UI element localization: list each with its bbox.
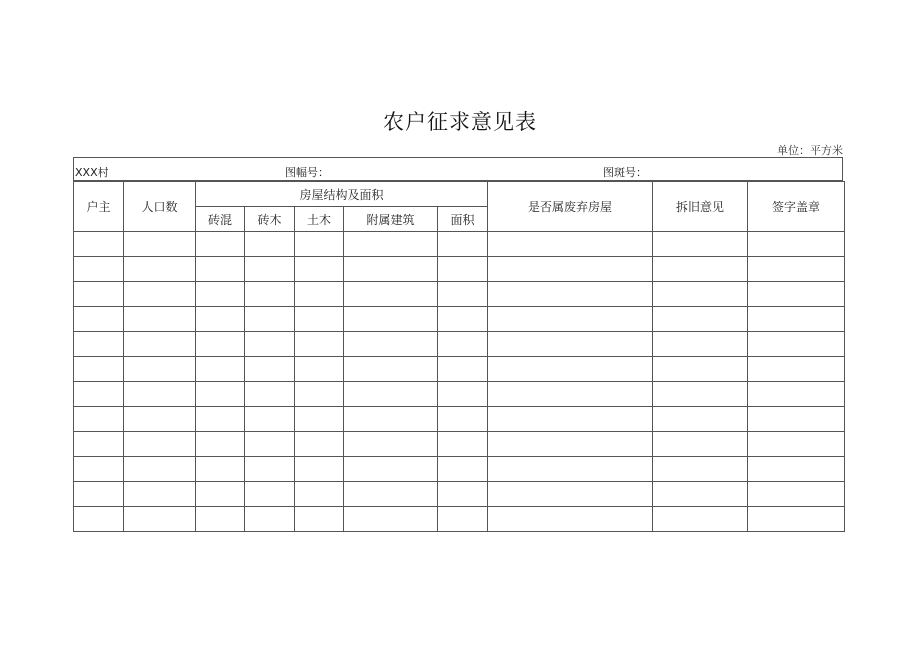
cell-ancillary[interactable] bbox=[344, 282, 438, 307]
cell-brick-wood[interactable] bbox=[245, 407, 295, 432]
cell-ancillary[interactable] bbox=[344, 257, 438, 282]
cell-area[interactable] bbox=[438, 257, 488, 282]
cell-demolition-opinion[interactable] bbox=[653, 282, 748, 307]
table-row bbox=[74, 382, 845, 407]
opinion-table bbox=[73, 181, 845, 532]
cell-brick-concrete[interactable] bbox=[196, 332, 245, 357]
cell-demolition-opinion[interactable] bbox=[653, 407, 748, 432]
cell-brick-concrete[interactable] bbox=[196, 482, 245, 507]
cell-signature-seal[interactable] bbox=[748, 257, 845, 282]
header-brick-wood: 砖木 bbox=[245, 207, 295, 232]
cell-brick-concrete[interactable] bbox=[196, 382, 245, 407]
cell-household-head[interactable] bbox=[74, 407, 124, 432]
cell-brick-wood[interactable] bbox=[245, 257, 295, 282]
header-household-head: 户主 bbox=[74, 182, 124, 232]
cell-earth-wood[interactable] bbox=[295, 482, 344, 507]
cell-brick-wood[interactable] bbox=[245, 482, 295, 507]
cell-ancillary[interactable] bbox=[344, 482, 438, 507]
header-population: 人口数 bbox=[124, 182, 196, 232]
header-earth-wood: 土木 bbox=[295, 207, 344, 232]
cell-household-head[interactable] bbox=[74, 307, 124, 332]
table-row bbox=[74, 332, 845, 357]
table-row bbox=[74, 307, 845, 332]
cell-earth-wood[interactable] bbox=[295, 457, 344, 482]
cell-ancillary[interactable] bbox=[344, 307, 438, 332]
cell-abandoned[interactable] bbox=[488, 457, 653, 482]
cell-ancillary[interactable] bbox=[344, 507, 438, 532]
cell-abandoned[interactable] bbox=[488, 432, 653, 457]
map-number-label: 图幅号： bbox=[285, 166, 329, 179]
cell-demolition-opinion[interactable] bbox=[653, 307, 748, 332]
cell-population[interactable] bbox=[124, 357, 196, 382]
cell-household-head[interactable] bbox=[74, 507, 124, 532]
cell-demolition-opinion[interactable] bbox=[653, 457, 748, 482]
cell-area[interactable] bbox=[438, 382, 488, 407]
cell-earth-wood[interactable] bbox=[295, 232, 344, 257]
cell-brick-wood[interactable] bbox=[245, 282, 295, 307]
header-area: 面积 bbox=[438, 207, 488, 232]
cell-household-head[interactable] bbox=[74, 282, 124, 307]
cell-population[interactable] bbox=[124, 257, 196, 282]
cell-signature-seal[interactable] bbox=[748, 457, 845, 482]
cell-area[interactable] bbox=[438, 457, 488, 482]
cell-area[interactable] bbox=[438, 232, 488, 257]
unit-label: 单位：平方米 bbox=[777, 144, 843, 157]
cell-earth-wood[interactable] bbox=[295, 382, 344, 407]
cell-household-head[interactable] bbox=[74, 332, 124, 357]
info-row bbox=[73, 157, 843, 181]
cell-brick-wood[interactable] bbox=[245, 332, 295, 357]
cell-ancillary[interactable] bbox=[344, 432, 438, 457]
cell-household-head[interactable] bbox=[74, 257, 124, 282]
cell-brick-wood[interactable] bbox=[245, 432, 295, 457]
spot-number-label: 图斑号： bbox=[603, 166, 647, 179]
cell-ancillary[interactable] bbox=[344, 232, 438, 257]
cell-abandoned[interactable] bbox=[488, 332, 653, 357]
page-title: 农户征求意见表 bbox=[383, 110, 537, 134]
cell-demolition-opinion[interactable] bbox=[653, 432, 748, 457]
cell-brick-concrete[interactable] bbox=[196, 457, 245, 482]
table-row bbox=[74, 507, 845, 532]
cell-population[interactable] bbox=[124, 332, 196, 357]
cell-area[interactable] bbox=[438, 407, 488, 432]
cell-ancillary[interactable] bbox=[344, 357, 438, 382]
cell-brick-wood[interactable] bbox=[245, 232, 295, 257]
header-brick-concrete: 砖混 bbox=[196, 207, 245, 232]
cell-population[interactable] bbox=[124, 307, 196, 332]
header-signature-seal: 签字盖章 bbox=[748, 182, 845, 232]
cell-earth-wood[interactable] bbox=[295, 282, 344, 307]
cell-brick-concrete[interactable] bbox=[196, 407, 245, 432]
cell-household-head[interactable] bbox=[74, 432, 124, 457]
cell-ancillary[interactable] bbox=[344, 457, 438, 482]
cell-abandoned[interactable] bbox=[488, 507, 653, 532]
cell-population[interactable] bbox=[124, 432, 196, 457]
cell-signature-seal[interactable] bbox=[748, 307, 845, 332]
cell-signature-seal[interactable] bbox=[748, 432, 845, 457]
cell-abandoned[interactable] bbox=[488, 307, 653, 332]
header-demolition-opinion: 拆旧意见 bbox=[653, 182, 748, 232]
header-ancillary: 附属建筑 bbox=[344, 207, 438, 232]
cell-ancillary[interactable] bbox=[344, 407, 438, 432]
cell-brick-concrete[interactable] bbox=[196, 507, 245, 532]
table-row bbox=[74, 232, 845, 257]
cell-demolition-opinion[interactable] bbox=[653, 357, 748, 382]
cell-ancillary[interactable] bbox=[344, 332, 438, 357]
cell-signature-seal[interactable] bbox=[748, 382, 845, 407]
cell-household-head[interactable] bbox=[74, 357, 124, 382]
cell-signature-seal[interactable] bbox=[748, 357, 845, 382]
cell-brick-concrete[interactable] bbox=[196, 432, 245, 457]
cell-earth-wood[interactable] bbox=[295, 432, 344, 457]
cell-area[interactable] bbox=[438, 307, 488, 332]
cell-signature-seal[interactable] bbox=[748, 332, 845, 357]
cell-signature-seal[interactable] bbox=[748, 507, 845, 532]
cell-abandoned[interactable] bbox=[488, 482, 653, 507]
cell-earth-wood[interactable] bbox=[295, 407, 344, 432]
cell-demolition-opinion[interactable] bbox=[653, 482, 748, 507]
cell-demolition-opinion[interactable] bbox=[653, 232, 748, 257]
cell-earth-wood[interactable] bbox=[295, 507, 344, 532]
cell-earth-wood[interactable] bbox=[295, 307, 344, 332]
cell-earth-wood[interactable] bbox=[295, 357, 344, 382]
cell-demolition-opinion[interactable] bbox=[653, 257, 748, 282]
cell-earth-wood[interactable] bbox=[295, 332, 344, 357]
cell-abandoned[interactable] bbox=[488, 382, 653, 407]
cell-household-head[interactable] bbox=[74, 457, 124, 482]
cell-population[interactable] bbox=[124, 482, 196, 507]
cell-demolition-opinion[interactable] bbox=[653, 507, 748, 532]
table-row bbox=[74, 257, 845, 282]
cell-abandoned[interactable] bbox=[488, 407, 653, 432]
table-row bbox=[74, 282, 845, 307]
cell-earth-wood[interactable] bbox=[295, 257, 344, 282]
cell-brick-concrete[interactable] bbox=[196, 232, 245, 257]
cell-population[interactable] bbox=[124, 282, 196, 307]
cell-area[interactable] bbox=[438, 432, 488, 457]
header-row-1 bbox=[74, 182, 845, 207]
table-row bbox=[74, 407, 845, 432]
table-row bbox=[74, 357, 845, 382]
cell-household-head[interactable] bbox=[74, 232, 124, 257]
cell-brick-wood[interactable] bbox=[245, 382, 295, 407]
cell-ancillary[interactable] bbox=[344, 382, 438, 407]
cell-brick-wood[interactable] bbox=[245, 307, 295, 332]
cell-brick-concrete[interactable] bbox=[196, 307, 245, 332]
cell-signature-seal[interactable] bbox=[748, 407, 845, 432]
cell-brick-concrete[interactable] bbox=[196, 357, 245, 382]
cell-area[interactable] bbox=[438, 482, 488, 507]
village-label: XXX村 bbox=[75, 166, 109, 179]
cell-population[interactable] bbox=[124, 457, 196, 482]
cell-abandoned[interactable] bbox=[488, 257, 653, 282]
cell-brick-wood[interactable] bbox=[245, 507, 295, 532]
cell-abandoned[interactable] bbox=[488, 357, 653, 382]
cell-brick-wood[interactable] bbox=[245, 357, 295, 382]
cell-signature-seal[interactable] bbox=[748, 232, 845, 257]
header-abandoned: 是否属废弃房屋 bbox=[488, 182, 653, 232]
cell-population[interactable] bbox=[124, 232, 196, 257]
cell-household-head[interactable] bbox=[74, 382, 124, 407]
cell-brick-wood[interactable] bbox=[245, 457, 295, 482]
cell-area[interactable] bbox=[438, 332, 488, 357]
table-row bbox=[74, 482, 845, 507]
cell-area[interactable] bbox=[438, 357, 488, 382]
table-row bbox=[74, 432, 845, 457]
cell-population[interactable] bbox=[124, 407, 196, 432]
cell-population[interactable] bbox=[124, 507, 196, 532]
cell-abandoned[interactable] bbox=[488, 232, 653, 257]
cell-signature-seal[interactable] bbox=[748, 482, 845, 507]
cell-abandoned[interactable] bbox=[488, 282, 653, 307]
cell-demolition-opinion[interactable] bbox=[653, 382, 748, 407]
cell-signature-seal[interactable] bbox=[748, 282, 845, 307]
table-row bbox=[74, 457, 845, 482]
cell-area[interactable] bbox=[438, 507, 488, 532]
header-structure-group: 房屋结构及面积 bbox=[196, 182, 488, 207]
cell-population[interactable] bbox=[124, 382, 196, 407]
cell-household-head[interactable] bbox=[74, 482, 124, 507]
cell-demolition-opinion[interactable] bbox=[653, 332, 748, 357]
cell-brick-concrete[interactable] bbox=[196, 257, 245, 282]
cell-brick-concrete[interactable] bbox=[196, 282, 245, 307]
cell-area[interactable] bbox=[438, 282, 488, 307]
